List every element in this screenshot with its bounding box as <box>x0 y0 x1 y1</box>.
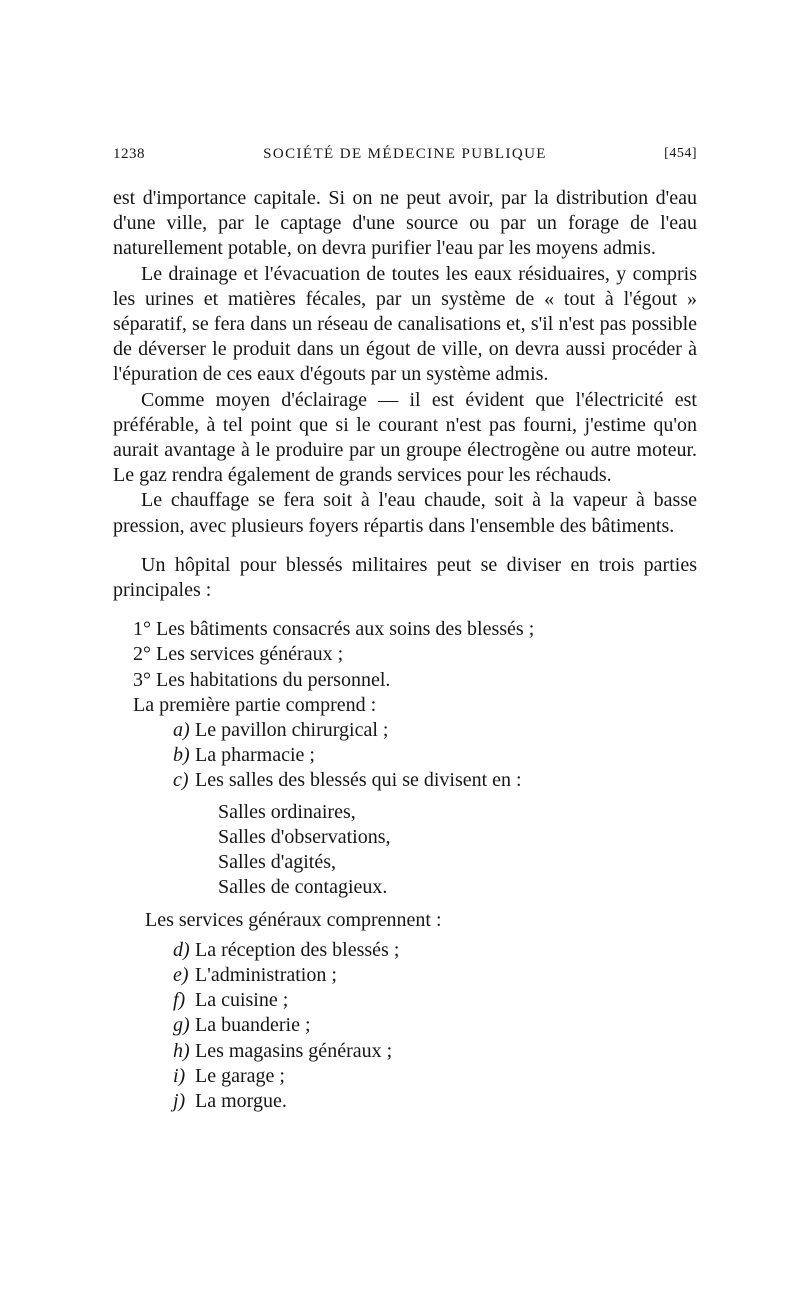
paragraph-lighting: Comme moyen d'éclairage — il est évident que l'électricité est préférable, à tel point que si le courant n'est pas fourni, j'estime qu'on aurait avantage à le produire par un groupe électrogène ou autre moteur. Le gaz rendra également de grands services pour les réchauds. <box>113 388 697 487</box>
paragraph-heating: Le chauffage se fera soit à l'eau chaude, soit à la vapeur à basse pression, avec plusieurs foyers répartis dans l'ensemble des bâtiments. <box>113 489 697 537</box>
list-item: j) La morgue. <box>173 1089 287 1112</box>
book-page <box>113 146 697 1114</box>
first-part-list <box>113 718 697 794</box>
list-item: b) La pharmacie ; <box>173 744 315 767</box>
list-item: Salles d'agités, <box>218 851 337 874</box>
list-item: a) Le pavillon chirurgical ; <box>173 719 389 742</box>
list-item: h) Les magasins généraux ; <box>173 1039 393 1062</box>
list-item: 3° Les habitations du personnel. <box>133 668 391 691</box>
list-item: d) La réception des blessés ; <box>173 938 400 961</box>
page-reference: [454] <box>664 146 697 161</box>
list-item: c) Les salles des blessés qui se divisent en : <box>173 769 522 792</box>
paragraph-water: est d'importance capitale. Si on ne peut avoir, par la distribution d'eau d'une ville, par le captage d'une source ou par un forage de l'eau naturellement potable, on devra purifier l'eau par les moyens admis. <box>113 187 697 260</box>
first-part-intro: La première partie comprend : <box>133 693 377 716</box>
list-item: Salles ordinaires, <box>218 800 356 823</box>
paragraph-hospital-division: Un hôpital pour blessés militaires peut se diviser en trois parties principales : <box>113 553 697 602</box>
list-item: f) La cuisine ; <box>173 989 289 1012</box>
paragraph-drainage: Le drainage et l'évacuation de toutes les eaux résiduaires, y compris les urines et matières fécales, par un système de « tout à l'égout » séparatif, se fera dans un réseau de canalisations et, s'il n'est pas possible de déverser le produit dans un égout de ville, on devra aussi procéder à l'épuration de ces eaux d'égouts par un système admis. <box>113 262 697 386</box>
list-item: 1° Les bâtiments consacrés aux soins des blessés ; <box>133 618 535 641</box>
journal-title: SOCIÉTÉ DE MÉDECINE PUBLIQUE <box>263 146 547 162</box>
list-item: 2° Les services généraux ; <box>133 643 344 666</box>
list-item: e) L'administration ; <box>173 963 337 986</box>
services-list <box>113 938 697 1114</box>
main-parts-list <box>113 617 697 718</box>
list-item: i) Le garage ; <box>173 1064 285 1087</box>
list-item: Salles de contagieux. <box>218 876 388 899</box>
ward-types-list <box>113 800 697 901</box>
page-body <box>113 186 697 1114</box>
services-intro: Les services généraux comprennent : <box>145 909 442 932</box>
list-item: Salles d'observations, <box>218 825 391 848</box>
running-header <box>113 146 697 168</box>
list-item: g) La buanderie ; <box>173 1014 311 1037</box>
page-number: 1238 <box>113 146 145 162</box>
